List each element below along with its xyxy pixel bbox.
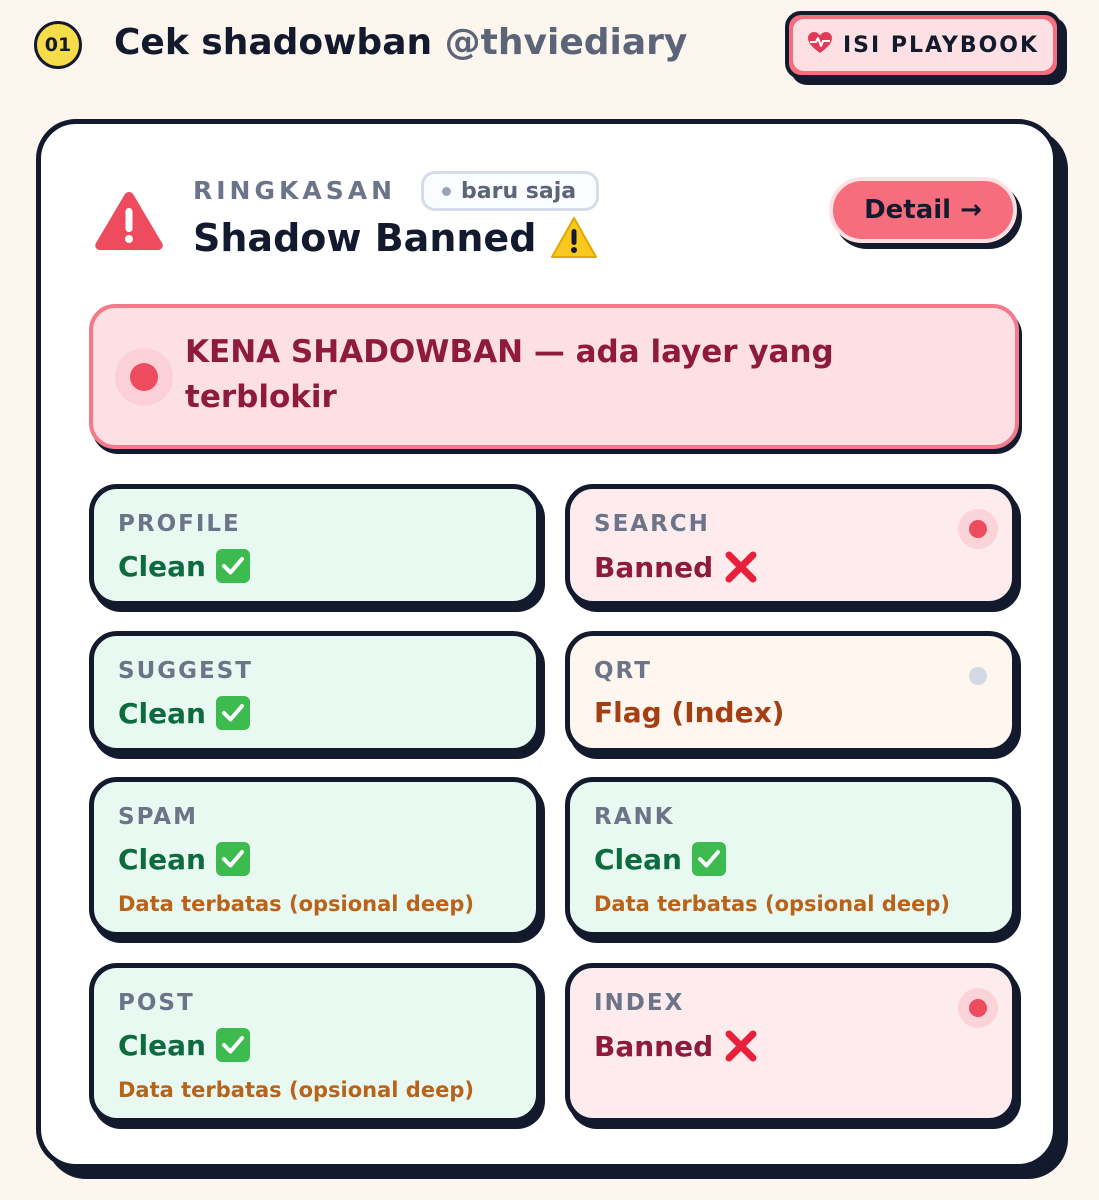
check-tile-qrt: [565, 631, 1017, 753]
check-mark-icon: [216, 842, 250, 876]
shadowban-alert: [89, 304, 1019, 449]
fill-playbook-button[interactable]: [785, 11, 1061, 79]
check-result-text: Clean: [118, 1028, 206, 1062]
check-name: INDEX: [594, 990, 685, 1016]
check-result: [594, 696, 784, 729]
cross-mark-icon: [723, 1028, 759, 1064]
step-number-badge: 01: [34, 21, 82, 69]
check-result: [594, 842, 726, 876]
page-title-text: Cek shadowban: [114, 22, 433, 63]
timestamp-pill: [421, 171, 599, 211]
check-result-text: Clean: [118, 842, 206, 876]
check-tile-suggest: [89, 631, 541, 753]
check-tile-search: [565, 484, 1017, 606]
check-result-text: Clean: [118, 549, 206, 583]
check-result: [594, 1028, 759, 1064]
heart-pulse-icon: [807, 31, 833, 59]
summary-status: [193, 216, 598, 260]
check-result-text: Clean: [594, 842, 682, 876]
page-title: [114, 22, 687, 63]
check-name: PROFILE: [118, 511, 241, 537]
check-note: Data terbatas (opsional deep): [118, 1078, 474, 1102]
check-mark-icon: [692, 842, 726, 876]
check-name: QRT: [594, 658, 652, 684]
check-mark-icon: [216, 1028, 250, 1062]
check-tile-index: [565, 963, 1017, 1123]
check-result-text: Banned: [594, 550, 714, 584]
check-tile-rank: [565, 777, 1017, 937]
check-name: SPAM: [118, 804, 198, 830]
warning-triangle-icon: [93, 188, 165, 256]
time-dot-icon: [442, 187, 451, 196]
check-name: RANK: [594, 804, 675, 830]
detail-button[interactable]: [829, 177, 1017, 243]
check-result: [118, 696, 250, 730]
check-name: SEARCH: [594, 511, 710, 537]
check-tile-spam: [89, 777, 541, 937]
check-result: [118, 549, 250, 583]
check-result: [118, 842, 250, 876]
alert-dot-icon: [115, 348, 173, 406]
check-name: POST: [118, 990, 195, 1016]
check-tile-profile: [89, 484, 541, 606]
status-dot-red-icon: [958, 509, 998, 549]
playbook-button-label: ISI PLAYBOOK: [842, 32, 1040, 58]
warning-emoji-icon: [550, 216, 598, 260]
top-bar: [0, 0, 1099, 100]
status-dot-red-icon: [958, 988, 998, 1028]
check-result: [594, 549, 759, 585]
check-result-text: Clean: [118, 696, 206, 730]
check-mark-icon: [216, 549, 250, 583]
account-handle: @thviediary: [444, 22, 688, 63]
check-result: [118, 1028, 250, 1062]
check-mark-icon: [216, 696, 250, 730]
check-tile-post: [89, 963, 541, 1123]
check-note: Data terbatas (opsional deep): [594, 892, 950, 916]
summary-card: [36, 119, 1058, 1169]
detail-button-label: Detail →: [864, 195, 982, 225]
alert-text: KENA SHADOWBAN — ada layer yang terblokir: [185, 334, 834, 415]
summary-kicker: RINGKASAN: [193, 176, 396, 205]
cross-mark-icon: [723, 549, 759, 585]
check-result-text: Banned: [594, 1029, 714, 1063]
timestamp-text: baru saja: [461, 178, 577, 204]
check-result-text: Flag (Index): [594, 696, 785, 729]
check-name: SUGGEST: [118, 658, 253, 684]
summary-status-text: Shadow Banned: [193, 216, 537, 260]
status-dot-gray-icon: [958, 656, 998, 696]
check-note: Data terbatas (opsional deep): [118, 892, 474, 916]
